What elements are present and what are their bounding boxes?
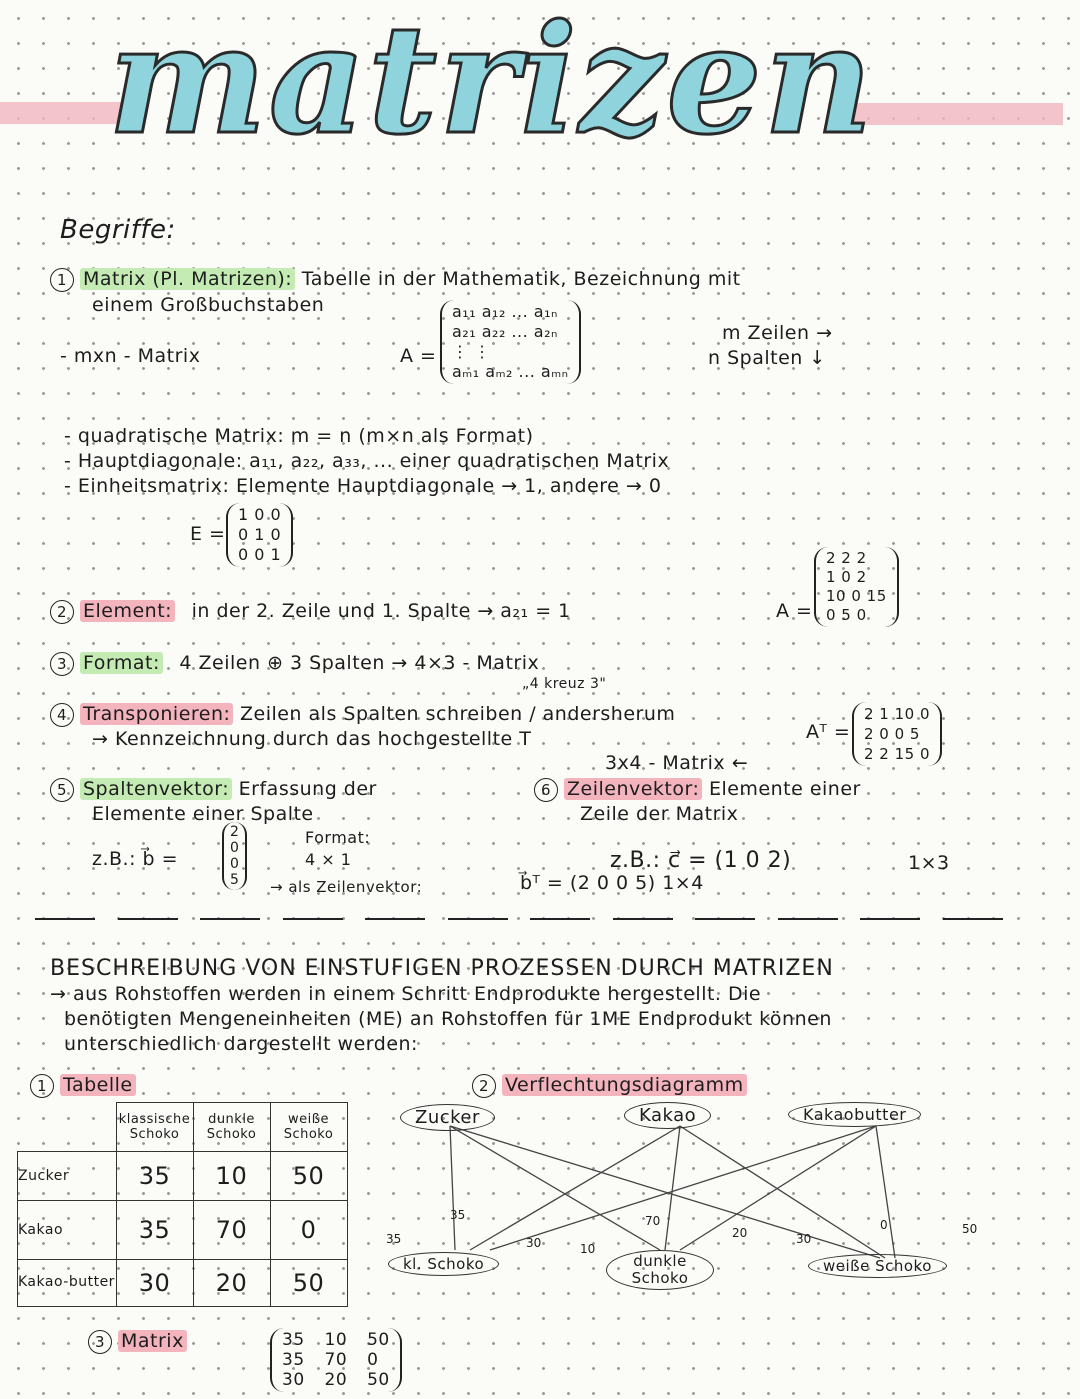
edge <box>680 1126 876 1250</box>
tabelle-title: Tabelle <box>60 1074 136 1096</box>
transposed-matrix <box>852 702 942 766</box>
separator <box>200 918 260 920</box>
matrix-row: a₂₁ a₂₂ ... a₂ₙ <box>452 322 558 341</box>
table-header: dunkle Schoko <box>193 1103 270 1152</box>
matrix-row: 2 1 10 0 <box>864 705 931 723</box>
term-spaltenvektor: Spaltenvektor: <box>80 778 232 800</box>
edge <box>450 1126 455 1250</box>
edge <box>490 1126 876 1250</box>
matrix-row: 2 2 2 <box>826 549 867 567</box>
number-badge: 6 <box>534 778 558 802</box>
element-text: in der 2. Zeile und 1. Spalte → a₂₁ = 1 <box>191 600 571 622</box>
mxn-label: - mxn - Matrix <box>60 345 201 367</box>
edge <box>470 1126 680 1250</box>
matrix-row: 35 70 0 <box>282 1350 379 1370</box>
zeilenvektor-example: z.B.: c⃗ = (1 0 2) <box>610 848 792 873</box>
node-kl-schoko: kl. Schoko <box>388 1252 499 1276</box>
term-zeilenvektor: Zeilenvektor: <box>564 778 702 800</box>
separator <box>448 918 508 920</box>
table-row <box>18 1259 348 1306</box>
matrix-row: 2 2 15 0 <box>864 745 931 763</box>
page-title: matrizen <box>108 0 875 168</box>
vector-entry: 5 <box>230 872 240 888</box>
format-note: „4 kreuz 3" <box>522 676 607 692</box>
separator <box>695 918 755 920</box>
table-corner <box>18 1103 117 1152</box>
node-kakaobutter: Kakaobutter <box>788 1102 921 1127</box>
section-format <box>50 652 539 676</box>
table-cell: 35 <box>116 1200 193 1259</box>
matrix-row: 30 20 50 <box>282 1370 390 1390</box>
separator <box>778 918 838 920</box>
node-dunkle-schoko: dunkle Schoko <box>606 1250 714 1290</box>
matrix-row: aₘ₁ aₘ₂ ... aₘₙ <box>452 362 569 381</box>
number-badge: 3 <box>88 1330 112 1354</box>
separator <box>118 918 178 920</box>
separator <box>943 918 1003 920</box>
matrix-row: 10 0 15 <box>826 587 887 605</box>
number-badge: 2 <box>472 1074 496 1098</box>
tabelle-label <box>30 1074 136 1098</box>
table-header: klassische Schoko <box>116 1103 193 1152</box>
general-matrix <box>440 300 581 384</box>
process-line: → aus Rohstoffen werden in einem Schritt Endprodukte hergestellt. Die <box>50 983 762 1005</box>
edge <box>450 1126 880 1258</box>
vector-entry: 2 <box>230 824 240 840</box>
term-transponieren: Transponieren: <box>80 703 233 725</box>
column-vector <box>222 822 247 890</box>
transposed-format: 3x4 - Matrix ← <box>605 752 749 774</box>
node-weisse-schoko: weiße Schoko <box>808 1254 947 1278</box>
table-row <box>18 1200 348 1259</box>
matrix-section-label <box>88 1330 187 1354</box>
edge-weight: 35 <box>450 1208 466 1222</box>
process-heading: BESCHREIBUNG VON EINSTUFIGEN PROZESSEN DURCH MATRIZEN <box>50 956 834 981</box>
table-cell: 20 <box>193 1259 270 1306</box>
separator <box>530 918 590 920</box>
table-cell: 30 <box>116 1259 193 1306</box>
number-badge: 5 <box>50 778 74 802</box>
matrix-row: 35 10 50 <box>282 1330 390 1350</box>
term-matrix: Matrix (Pl. Matrizen): <box>80 268 295 290</box>
zeilenvektor-text-2: Zeile der Matrix <box>580 803 739 825</box>
edge-weight: 20 <box>732 1226 748 1240</box>
separator <box>365 918 425 920</box>
diagramm-title: Verflechtungsdiagramm <box>502 1074 747 1096</box>
matrix-row: 0 0 1 <box>238 545 282 564</box>
section-transponieren <box>50 703 675 727</box>
matrix-row: 2 0 0 5 <box>864 725 920 743</box>
table-cell: 35 <box>116 1151 193 1200</box>
edge <box>680 1126 885 1258</box>
number-badge: 2 <box>50 600 74 624</box>
spaltenvektor-text-2: Elemente einer Spalte <box>92 803 314 825</box>
number-badge: 1 <box>30 1074 54 1098</box>
edge-weight: 30 <box>526 1236 542 1250</box>
vector-entry: 0 <box>230 856 240 872</box>
process-line: benötigten Mengeneinheiten (ME) an Rohstoffen für 1ME Endprodukt können <box>64 1008 832 1030</box>
vector-entry: 0 <box>230 840 240 856</box>
n-spalten-label: n Spalten ↓ <box>708 347 826 369</box>
matrix-row: 1 0 2 <box>826 568 867 586</box>
row-label: Kakao <box>18 1200 117 1259</box>
separator <box>613 918 673 920</box>
node-zucker: Zucker <box>400 1104 495 1131</box>
edge <box>450 1126 660 1250</box>
table-cell: 10 <box>193 1151 270 1200</box>
matrix-row: a₁₁ a₁₂ ... a₁ₙ <box>452 302 558 321</box>
edge-weight: 50 <box>962 1222 978 1236</box>
edge-weight: 0 <box>880 1218 888 1232</box>
number-badge: 1 <box>50 268 74 292</box>
definition-text: Tabelle in der Mathematik, Bezeichnung mit <box>301 268 741 290</box>
column-vector-format: 4 × 1 <box>305 850 352 869</box>
separator <box>283 918 343 920</box>
section-zeilenvektor <box>534 778 861 802</box>
quadratische-matrix-line: - quadratische Matrix: m = n (m×n als Format) <box>64 425 534 447</box>
begriffe-heading: Begriffe: <box>60 215 176 245</box>
term-format: Format: <box>80 652 163 674</box>
edge-weight: 30 <box>796 1232 812 1246</box>
section-matrix <box>50 268 741 292</box>
definition-text-2: einem Großbuchstaben <box>92 294 325 316</box>
edge-weight: 35 <box>386 1232 402 1246</box>
column-vector-format-label: Format: <box>305 828 371 847</box>
format-text: 4 Zeilen ⊕ 3 Spalten → 4×3 - Matrix <box>179 652 540 674</box>
matrix-row: 0 1 0 <box>238 525 282 544</box>
example-matrix-a <box>814 547 899 627</box>
matrix-row: 0 5 0 <box>826 606 867 624</box>
term-element: Element: <box>80 600 175 622</box>
edge <box>876 1126 895 1258</box>
section-spaltenvektor <box>50 778 377 802</box>
als-zeilenvektor: → als Zeilenvektor: <box>270 878 423 896</box>
number-badge: 3 <box>50 652 74 676</box>
section-element <box>50 600 571 624</box>
transponieren-text: Zeilen als Spalten schreiben / andersherum <box>239 703 676 725</box>
transposed-vector: b⃗ᵀ = (2 0 0 5) 1×4 <box>520 872 704 894</box>
process-matrix <box>270 1328 402 1392</box>
row-label: Kakao-butter <box>18 1259 117 1306</box>
transposed-label: Aᵀ = <box>806 721 851 743</box>
identity-label: E = <box>190 523 226 545</box>
spaltenvektor-example: z.B.: b⃗ = <box>92 848 179 870</box>
matrix-a-label: A = <box>400 345 437 367</box>
edge-weight: 10 <box>580 1242 596 1256</box>
matrix-row: 1 0 0 <box>238 505 282 524</box>
edge-weight: 70 <box>645 1214 661 1228</box>
table-row <box>18 1151 348 1200</box>
transponieren-text-2: → Kennzeichnung durch das hochgestellte T <box>92 728 532 750</box>
table-cell: 50 <box>270 1151 347 1200</box>
table-cell: 50 <box>270 1259 347 1306</box>
row-label: Zucker <box>18 1151 117 1200</box>
matrix-a-label-2: A = <box>776 600 813 622</box>
separator <box>35 918 95 920</box>
data-table <box>17 1102 348 1307</box>
table-cell: 70 <box>193 1200 270 1259</box>
edge <box>665 1126 680 1250</box>
zeilenvektor-text: Elemente einer <box>708 778 861 800</box>
hauptdiagonale-line: - Hauptdiagonale: a₁₁, a₂₂, a₃₃, ... einer quadratischen Matrix <box>64 450 670 472</box>
m-zeilen-label: m Zeilen → <box>722 322 833 344</box>
spaltenvektor-text: Erfassung der <box>238 778 377 800</box>
table-header: weiße Schoko <box>270 1103 347 1152</box>
matrix-title: Matrix <box>118 1330 187 1352</box>
matrix-row: ⋮ ⋮ <box>452 342 491 361</box>
einheitsmatrix-line: - Einheitsmatrix: Elemente Hauptdiagonale → 1, andere → 0 <box>64 475 662 497</box>
identity-matrix <box>226 503 293 567</box>
table-cell: 0 <box>270 1200 347 1259</box>
node-kakao: Kakao <box>624 1102 711 1129</box>
diagramm-label <box>472 1074 747 1098</box>
table-header-row <box>18 1103 348 1152</box>
separator <box>860 918 920 920</box>
number-badge: 4 <box>50 703 74 727</box>
process-line: unterschiedlich dargestellt werden: <box>64 1033 418 1055</box>
row-vector-format: 1×3 <box>908 852 950 874</box>
